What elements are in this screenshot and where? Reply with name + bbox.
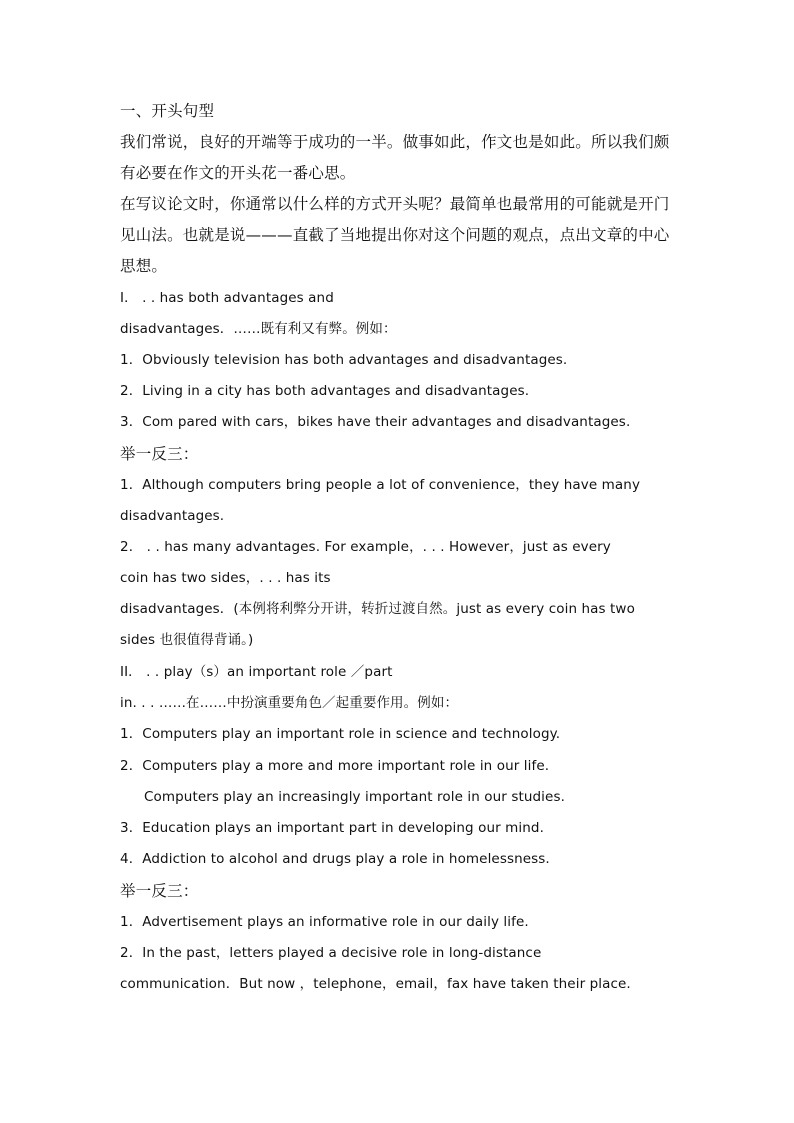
- pattern-line: in. . . ……在……中扮演重要角色／起重要作用。例如：: [120, 695, 459, 711]
- intro-line: 见山法。也就是说———直截了当地提出你对这个问题的观点，点出文章的中心: [120, 226, 670, 244]
- pattern-line: II． . . play（s）an important role ／part: [120, 664, 393, 680]
- example-line: 1．Computers play an important role in science and technology.: [120, 726, 561, 742]
- example-line: 1．Obviously television has both advantages and disadvantages.: [120, 352, 568, 368]
- extend-line: 1．Although computers bring people a lot of convenience，they have many: [120, 477, 641, 493]
- section-heading: 一、开头句型: [120, 102, 215, 120]
- extend-line: coin has two sides，. . . has its: [120, 570, 331, 586]
- example-line: Computers play an increasingly important role in our studies.: [144, 789, 565, 805]
- intro-line: 思想。: [120, 257, 168, 275]
- example-line: 3．Com pared with cars，bikes have their advantages and disadvantages.: [120, 414, 631, 430]
- example-line: 2．Living in a city has both advantages and disadvantages.: [120, 383, 530, 399]
- intro-line: 我们常说，良好的开端等于成功的一半。做事如此，作文也是如此。所以我们颇: [120, 133, 670, 151]
- intro-line: 有必要在作文的开头花一番心思。: [120, 164, 356, 182]
- extend-line: 2． . . has many advantages. For example，. . . However，just as every: [120, 539, 611, 555]
- extend-line: communication．But now ，telephone，email，fax have taken their place.: [120, 976, 631, 992]
- example-line: 4．Addiction to alcohol and drugs play a role in homelessness.: [120, 851, 550, 867]
- extend-line: sides 也很值得背诵。): [120, 632, 254, 648]
- example-line: 3．Education plays an important part in developing our mind.: [120, 820, 544, 836]
- pattern-line: disadvantages．……既有利又有弊。例如：: [120, 321, 397, 337]
- extend-line: disadvantages.: [120, 508, 225, 524]
- extend-line: 1．Advertisement plays an informative role in our daily life.: [120, 914, 529, 930]
- pattern-line: I． . . has both advantages and: [120, 290, 334, 306]
- intro-line: 在写议论文时，你通常以什么样的方式开头呢？最简单也最常用的可能就是开门: [120, 195, 670, 213]
- extend-heading: 举一反三：: [120, 882, 199, 900]
- example-line: 2．Computers play a more and more important role in our life.: [120, 758, 550, 774]
- extend-line: 2．In the past，letters played a decisive role in long-distance: [120, 945, 542, 961]
- extend-heading: 举一反三：: [120, 445, 199, 463]
- extend-line: disadvantages．(本例将利弊分开讲，转折过渡自然。just as every coin has two: [120, 601, 635, 617]
